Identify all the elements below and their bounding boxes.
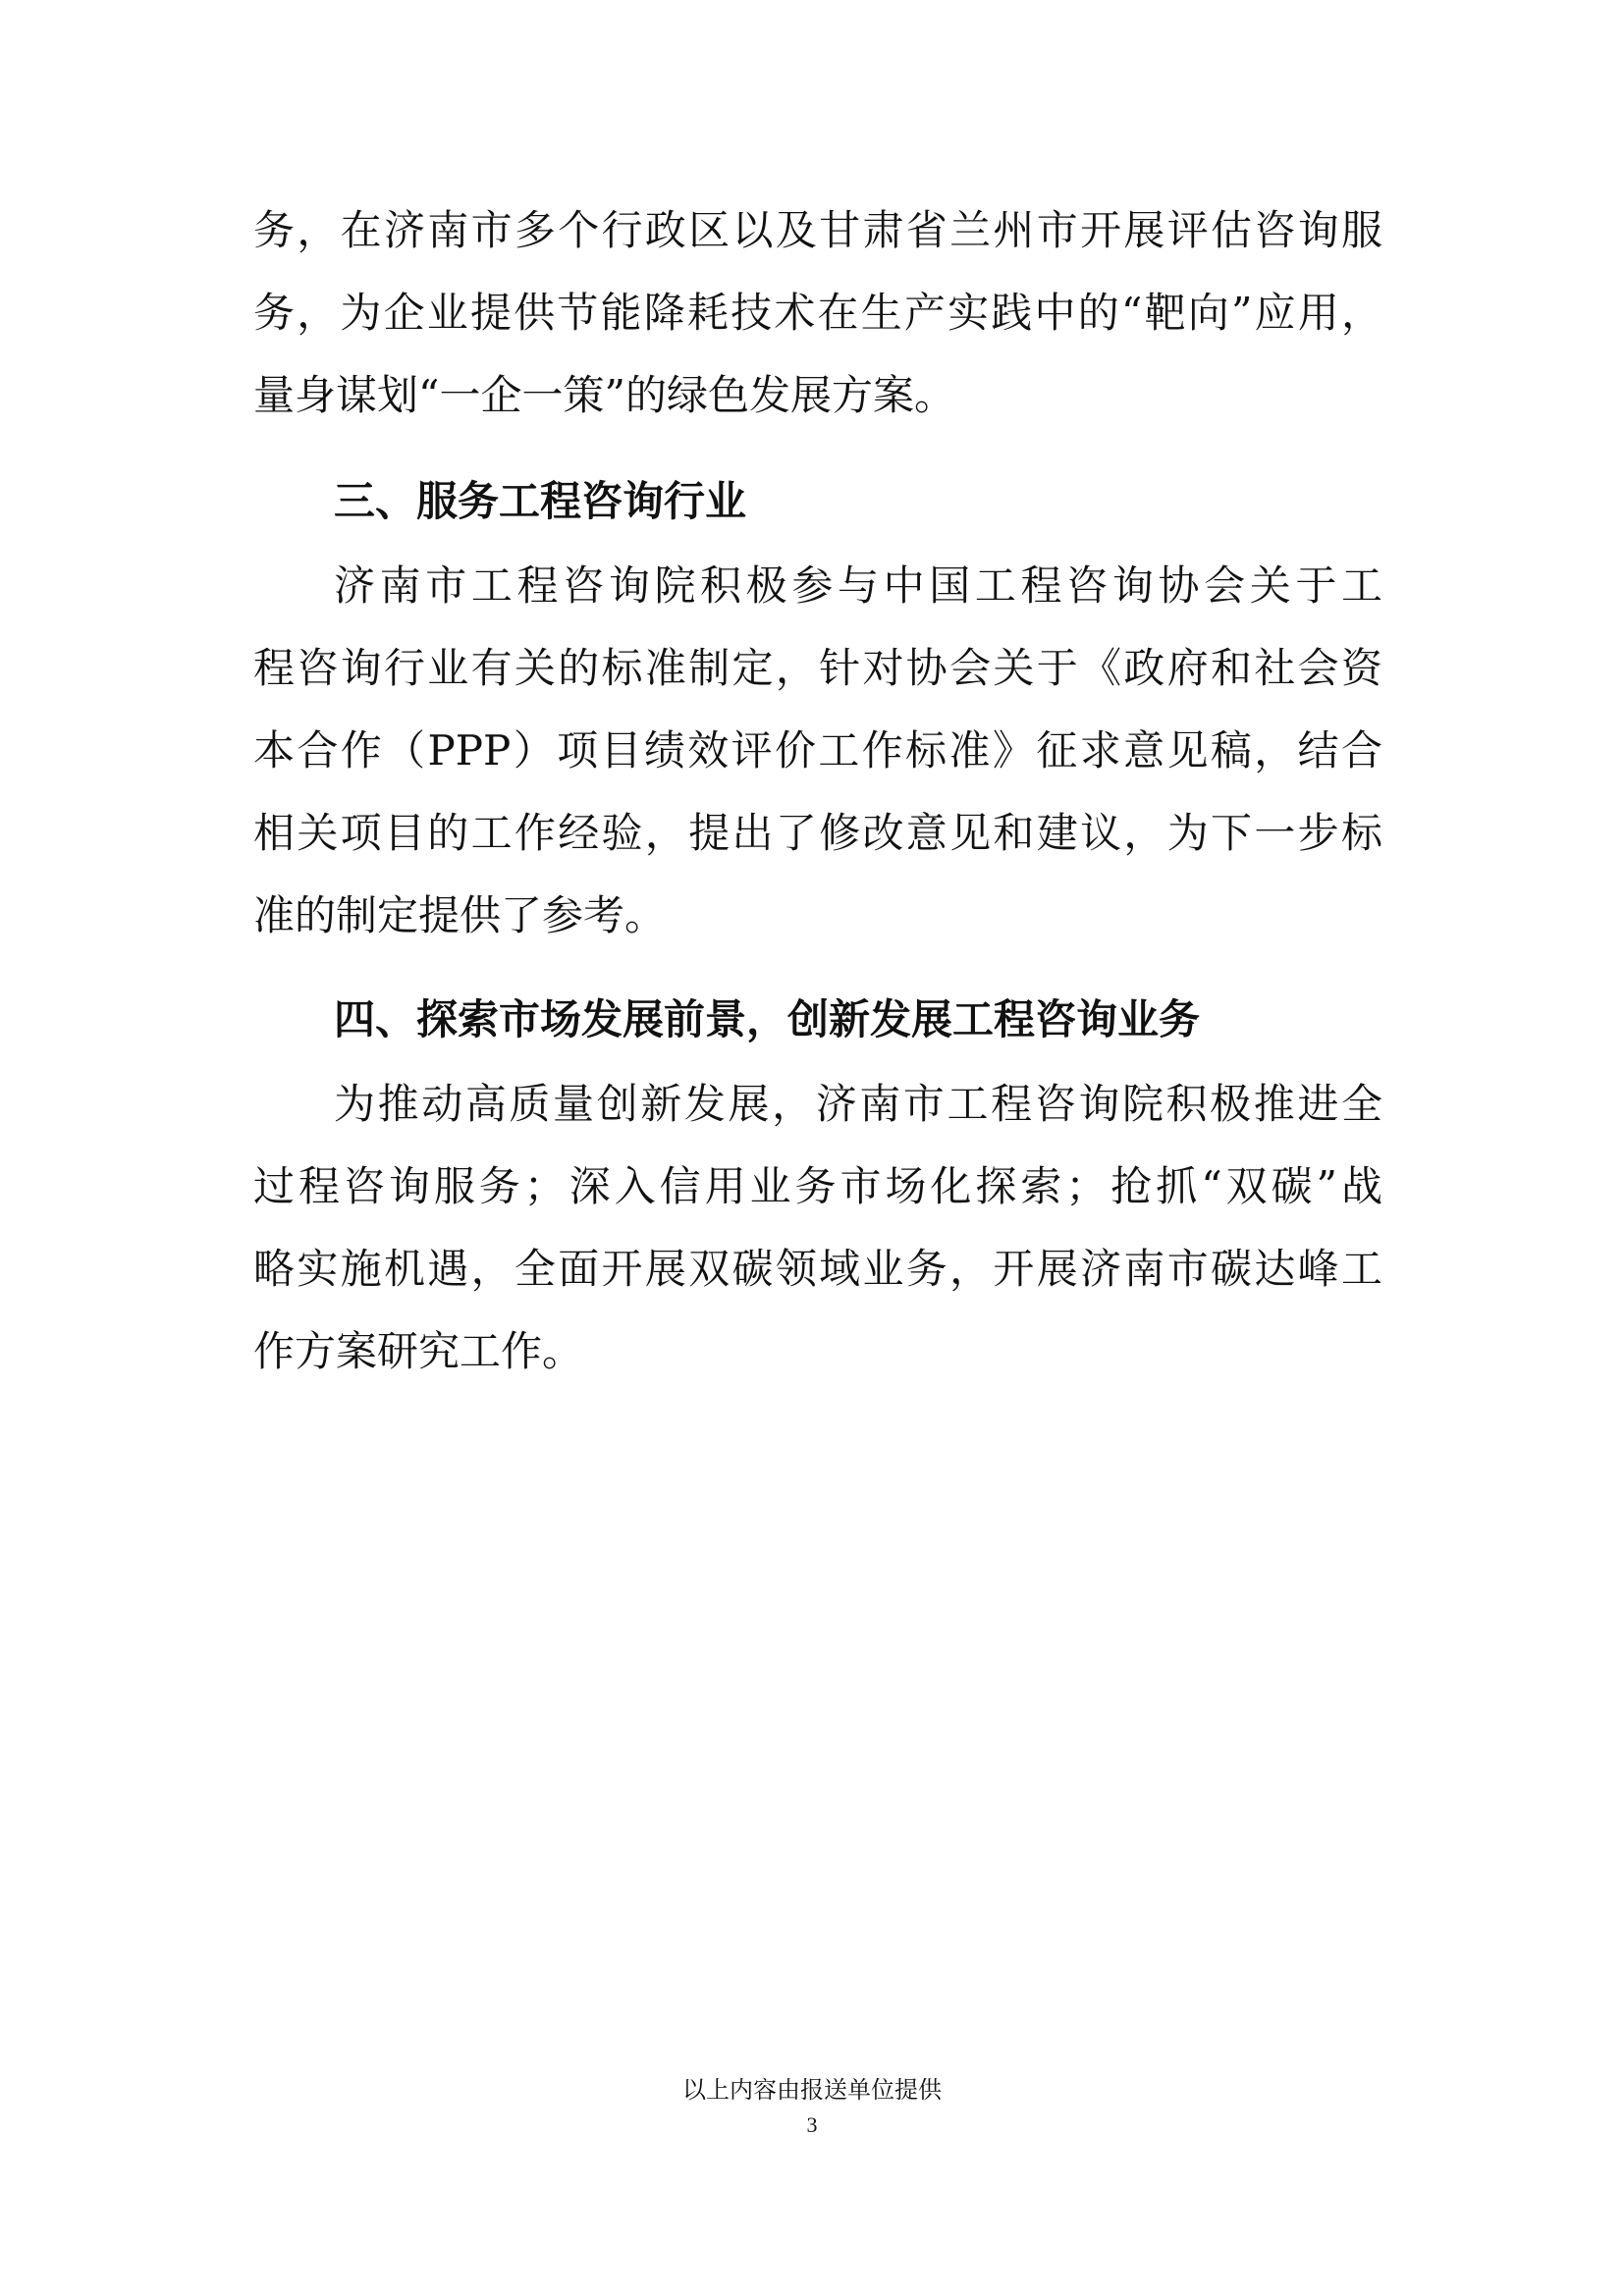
source-note: 以上内容由报送单位提供 <box>682 2076 942 2104</box>
section-3-heading: 三、服务工程咨询行业 <box>334 477 747 525</box>
intro-line-1: 务，在济南市多个行政区以及甘肃省兰州市开展评估咨询服 <box>253 206 1382 254</box>
section-4-line-1: 为推动高质量创新发展，济南市工程咨询院积极推进全 <box>334 1080 1382 1128</box>
section-3-line-3: 本合作（PPP）项目绩效评价工作标准》征求意见稿，结合 <box>253 726 1382 774</box>
section-4-line-4: 作方案研究工作。 <box>253 1327 584 1375</box>
section-4-heading: 四、探索市场发展前景，创新发展工程咨询业务 <box>334 995 1201 1043</box>
section-3-line-5: 准的制定提供了参考。 <box>253 891 667 939</box>
section-3-line-2: 程咨询行业有关的标准制定，针对协会关于《政府和社会资 <box>253 644 1382 692</box>
section-4-line-2: 过程咨询服务；深入信用业务市场化探索；抢抓“双碳”战 <box>253 1162 1382 1210</box>
section-4-line-3: 略实施机遇，全面开展双碳领域业务，开展济南市碳达峰工 <box>253 1245 1382 1293</box>
page-number: 3 <box>806 2112 818 2137</box>
section-3-line-4: 相关项目的工作经验，提出了修改意见和建议，为下一步标 <box>253 809 1382 857</box>
section-3-line-1: 济南市工程咨询院积极参与中国工程咨询协会关于工 <box>334 561 1382 610</box>
intro-line-2: 务，为企业提供节能降耗技术在生产实践中的“靶向”应用， <box>253 289 1382 337</box>
intro-line-3: 量身谋划“一企一策”的绿色发展方案。 <box>253 371 955 419</box>
